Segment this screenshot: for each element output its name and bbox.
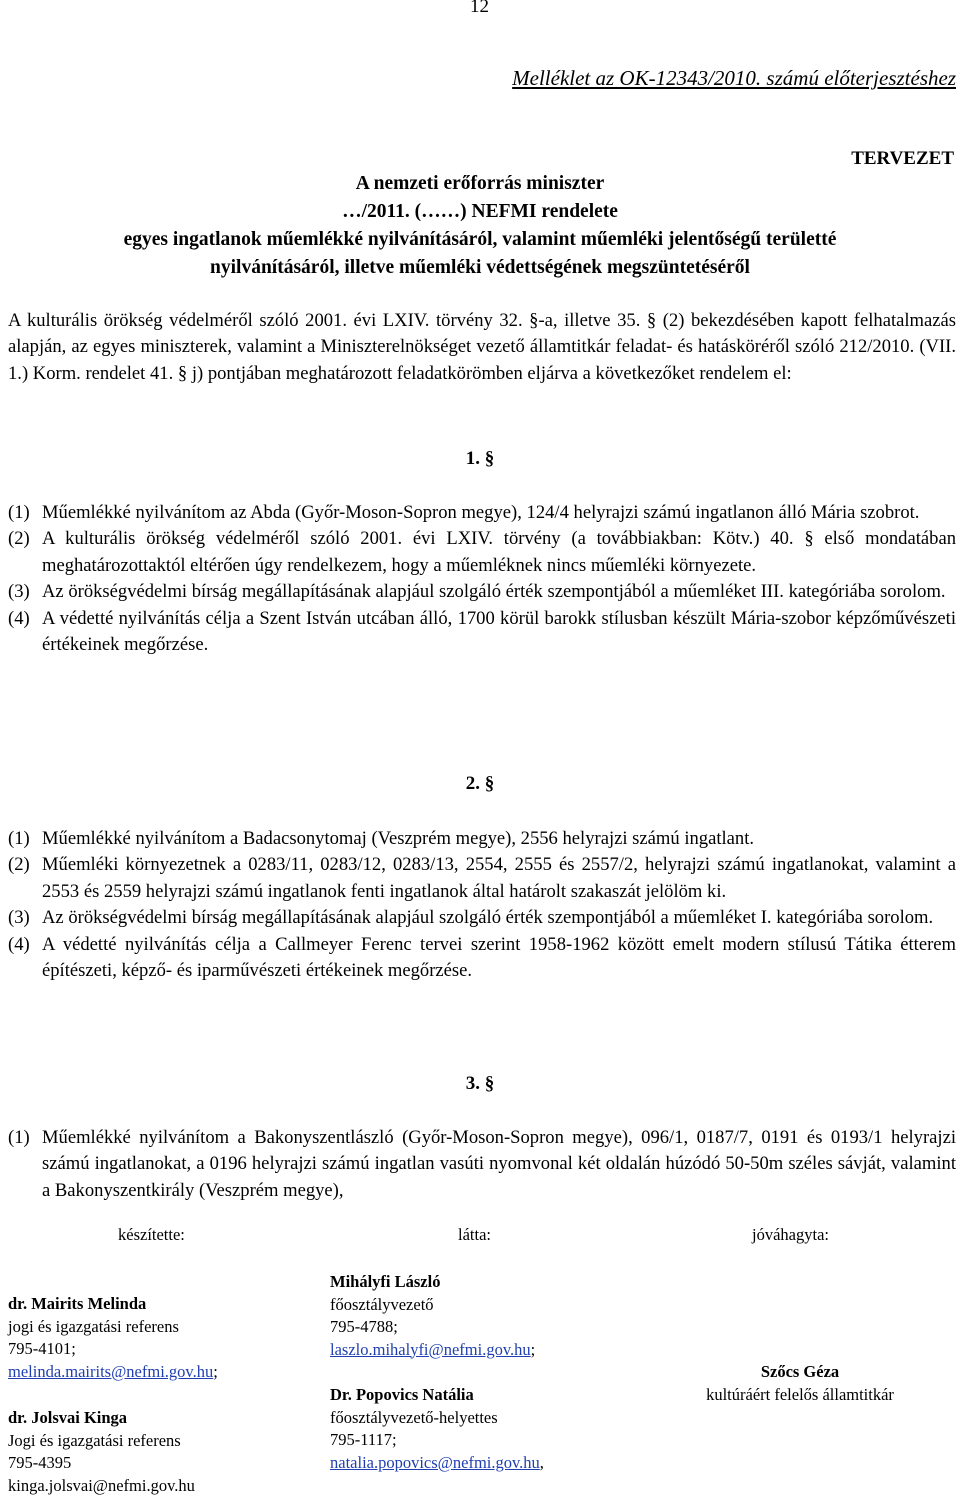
annex-reference: Melléklet az OK-12343/2010. számú előterjesztéshez	[512, 66, 956, 90]
paragraph	[8, 852, 956, 905]
section-heading-3: 3. §	[465, 1073, 495, 1094]
section-2-body	[8, 826, 956, 984]
reviewer-phone: 795-1117;	[330, 1430, 397, 1449]
preamble: A kulturális örökség védelméről szóló 2001. évi LXIV. törvény 32. §-a, illetve 35. § (2) bekezdésében kapott felhatalmazás alapján, az egyes miniszterek, valamint a Miniszterelnökséget vezető államtitkár feladat- és hatásköréről szóló 212/2010. (VII. 1.) Korm. rendelet 41. § j) pontjában meghatározott feladatkörömben eljárva a következőket rendelem el:	[8, 310, 956, 384]
section-3-body	[8, 1125, 956, 1204]
preparer-role: Jogi és igazgatási referens	[8, 1430, 181, 1450]
paragraph-number: (1)	[8, 502, 30, 523]
paragraph-text: A kulturális örökség védelméről szóló 2001. évi LXIV. törvény (a továbbiakban: Kötv.) 40. § első mondatában meghatározottaktól eltérően úgy rendelkezem, hogy a műemléknek nincs műemléki környezete.	[42, 528, 956, 576]
paragraph-text: Műemlékké nyilvánítom a Badacsonytomaj (Veszprém megye), 2556 helyrajzi számú ingatlant.	[42, 828, 755, 849]
reviewer-email-link[interactable]: natalia.popovics@nefmi.gov.hu	[330, 1452, 540, 1472]
paragraph-text: Műemlékké nyilvánítom az Abda (Győr-Moson-Sopron megye), 124/4 helyrajzi számú ingatlanon álló Mária szobrot.	[42, 502, 920, 523]
reviewer-role: főosztályvezető	[330, 1294, 434, 1314]
reviewer-block: Mihályfi László főosztályvezető 795-4788; laszlo.mihalyfi@nefmi.gov.hu;	[330, 1272, 536, 1359]
approver-role: kultúráért felelős államtitkár	[706, 1384, 894, 1404]
draft-label: TERVEZET	[851, 148, 954, 169]
title-line-1: A nemzeti erőforrás miniszter	[355, 173, 605, 194]
paragraph-text: Műemléki környezetnek a 0283/11, 0283/12, 0283/13, 2554, 2555 és 2557/2, helyrajzi számú ingatlanokat, valamint a 2553 és 2559 helyrajzi számú ingatlanok fenti ingatlanok által határolt szakaszát jelölöm ki.	[42, 854, 956, 902]
preparer-name: dr. Mairits Melinda	[8, 1294, 147, 1313]
preparer-phone: 795-4395	[8, 1453, 72, 1472]
preparer-email-link[interactable]: melinda.mairits@nefmi.gov.hu	[8, 1361, 214, 1381]
section-heading-2: 2. §	[465, 773, 495, 794]
preparer-role: jogi és igazgatási referens	[8, 1316, 179, 1336]
preparer-phone: 795-4101;	[8, 1339, 76, 1358]
reviewer-role: főosztályvezető-helyettes	[330, 1407, 498, 1427]
paragraph-number: (2)	[8, 528, 30, 550]
preparer-email: kinga.jolsvai@nefmi.gov.hu	[8, 1475, 195, 1495]
preparer-block	[8, 1407, 195, 1497]
reviewer-name: Dr. Popovics Natália	[330, 1385, 474, 1404]
paragraph-number: (3)	[8, 907, 30, 929]
reviewer-email-link[interactable]: laszlo.mihalyfi@nefmi.gov.hu	[330, 1339, 531, 1359]
seen-by-label: látta:	[458, 1225, 491, 1244]
title-line-3: egyes ingatlanok műemlékké nyilvánításáról, valamint műemléki jelentőségű területté	[123, 229, 837, 250]
paragraph-number: (1)	[8, 1127, 30, 1148]
title-line-2: …/2011. (……) NEFMI rendelete	[342, 201, 618, 222]
paragraph-number: (3)	[8, 581, 30, 603]
paragraph	[8, 932, 956, 985]
paragraph-number: (1)	[8, 828, 30, 849]
preparer-name: dr. Jolsvai Kinga	[8, 1408, 128, 1427]
reviewer-block: Dr. Popovics Natália főosztályvezető-helyettes 795-1117; natalia.popovics@nefmi.gov.hu,	[330, 1385, 544, 1472]
paragraph-number: (4)	[8, 607, 30, 629]
paragraph	[8, 500, 956, 526]
paragraph-text: Műemlékké nyilvánítom a Bakonyszentlászló (Győr-Moson-Sopron megye), 096/1, 0187/7, 0191 és 0193/1 helyrajzi számú ingatlanokat, a 0196 helyrajzi számú ingatlan vasúti nyomvonal két oldalán húzódó 50-50m széles sávját, valamint a Bakonyszentkirály (Veszprém megye),	[42, 1127, 956, 1201]
prepared-by-label: készítette:	[118, 1225, 185, 1244]
page-number: 12	[470, 0, 489, 17]
paragraph	[8, 1125, 956, 1204]
paragraph-text: Az örökségvédelmi bírság megállapításának alapjául szolgáló érték szempontjából a műemléket I. kategóriába sorolom.	[42, 907, 934, 929]
approved-by-label: jóváhagyta:	[752, 1225, 829, 1244]
paragraph	[8, 579, 956, 605]
reviewer-phone: 795-4788;	[330, 1317, 398, 1336]
paragraph-text: Az örökségvédelmi bírság megállapításának alapjául szolgáló érték szempontjából a műemléket III. kategóriába sorolom.	[42, 581, 946, 603]
paragraph	[8, 526, 956, 579]
paragraph-number: (2)	[8, 854, 30, 876]
approver-name: Szőcs Géza	[760, 1362, 840, 1381]
section-1-body	[8, 500, 956, 658]
preparer-block: dr. Mairits Melinda jogi és igazgatási referens 795-4101; melinda.mairits@nefmi.gov.hu;	[8, 1294, 218, 1381]
paragraph-text: A védetté nyilvánítás célja a Callmeyer Ferenc tervei szerint 1958-1962 között emelt modern stílusú Tátika étterem építészeti, képző- és iparművészeti értékeinek megőrzése.	[42, 933, 956, 982]
title-line-4: nyilvánításáról, illetve műemléki védettségének megszüntetéséről	[210, 257, 750, 278]
paragraph-number: (4)	[8, 933, 30, 955]
paragraph	[8, 905, 956, 931]
paragraph-text: A védetté nyilvánítás célja a Szent István utcában álló, 1700 körül barokk stílusban készült Mária-szobor képzőművészeti értékeinek megőrzése.	[42, 607, 956, 656]
approver-block	[686, 1361, 914, 1406]
paragraph	[8, 826, 956, 852]
reviewer-name: Mihályfi László	[330, 1272, 441, 1291]
section-heading-1: 1. §	[465, 448, 495, 469]
paragraph	[8, 606, 956, 659]
